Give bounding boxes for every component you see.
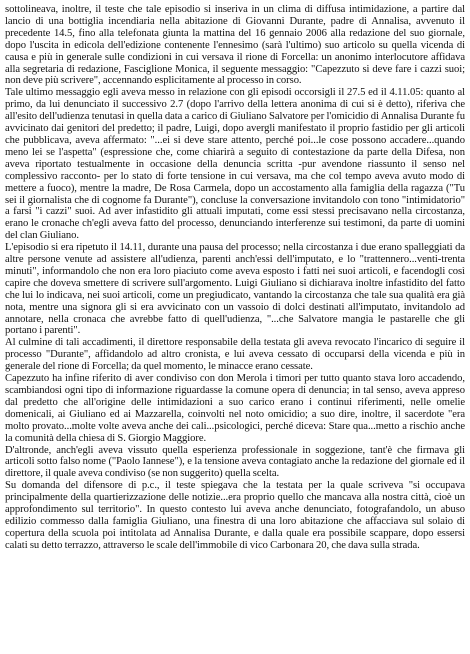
paragraph-6: D'altronde, anch'egli aveva vissuto quella esperienza professionale in soggezione, tant'è che firmava gli articoli sotto falso nome ("Paolo Iannese"), e la tensione aveva contagiato anche la redazione del giornale ed il direttore, il quale aveva condiviso (se non suggerito) quella scelta. <box>5 444 465 480</box>
paragraph-3: L'episodio si era ripetuto il 14.11, durante una pausa del processo; nella circostanza i due erano spalleggiati da altre persone venute ad assistere all'udienza, parenti anch'essi dell'imputato, e lo "trattennero...venti-trenta minuti", informandolo che non era loro piaciuto come aveva esposto i fatti nei suoi articoli, e facendogli così capire che doveva smettere di scrivere sull'argomento. Luigi Giuliano si dichiarava inoltre infastidito del fatto che lui lo indicava, nei suoi articoli, come un pregiudicato, vantando la circostanza che tale sua qualità era già nota, mentre una signora gli si era avvicinato con un vassoio di dolci destinati all'imputato, invitandolo ad annotare, nella cronaca che avrebbe fatto di quell'udienza, "...che Salvatore mangia le pastarelle che gli portano i parenti". <box>5 242 465 337</box>
paragraph-1: sottolineava, inoltre, il teste che tale episodio si inseriva in un clima di diffusa intimidazione, a partire dal lancio di una bottiglia incendiaria nella abitazione di Giovanni Durante, padre di Annalisa, avvenuto il precedente 14.5, fino alla telefonata giunta la mattina del 16 gennaio 2006 alla redazione del suo giornale, dopo l'uscita in edicola dell'edizione contenente l'ennesimo (sarà l'ultimo) suo articolo su quella vicenda di causa e più in generale sulle condizioni in cui versava il rione di Forcella: un anonimo interlocutore affidava alla segretaria di redazione, Fasciglione Monica, il seguente messaggio: "Capezzuto si deve fare i cazzi suoi; non deve più scrivere", accennando esplicitamente al processo in corso. <box>5 4 465 87</box>
paragraph-7: Su domanda del difensore di p.c., il teste spiegava che la testata per la quale scriveva "si occupava principalmente della quartierizzazione delle notizie...era proprio quello che mancava alla nostra città, cioè un approfondimento sul territorio". In questo contesto lui aveva anche denunciato, fotografandolo, un abuso edilizio commesso dalla famiglia Giuliano, una finestra di una loro abitazione che affacciava sul solaio di copertura della scuola poi intitolata ad Annalisa Durante, e dalla quale era possibile scappare, dopo essersi calati su detto terrazzo, attraverso le scale dell'immobile di vico Carbonara 20, che dava sulla strada. <box>5 480 465 551</box>
paragraph-4: Al culmine di tali accadimenti, il direttore responsabile della testata gli aveva revocato l'incarico di seguire il processo "Durante", affidandolo ad altro cronista, e lui aveva cessato di occuparsi della vicenda e più in generale del rione di Forcella; da quel momento, le minacce erano cessate. <box>5 337 465 373</box>
paragraph-5: Capezzuto ha infine riferito di aver condiviso con don Merola i timori per tutto quanto stava loro accadendo, scambiandosi ogni tipo di informazione riguardasse la comune opera di denuncia; in tal senso, aveva appreso dal predetto che all'origine delle intimidazioni a suo carico erano i continui riferimenti, nelle omelie domenicali, ai Giuliano ed ai Mazzarella, coinvolti nel noto omicidio; a suo dire, inoltre, il sacerdote "era molto provato...molte volte aveva anche dei cali...psicologici, perché diceva: Stare qua...metto a rischio anche la comunità della chiesa di S. Giorgio Maggiore. <box>5 373 465 444</box>
paragraph-2: Tale ultimo messaggio egli aveva messo in relazione con gli episodi occorsigli il 27.5 ed il 4.11.05: quanto al primo, da lui denunciato il successivo 2.7 (dopo l'arrivo della lettera anonima di cui si è detto), riferiva che all'esito dell'udienza tenutasi in quella data a carico di Giuliano Salvatore per l'omicidio di Annalisa Durante fu avvicinato dai genitori del predetto; il padre, Luigi, dopo avergli manifestato il proprio fastidio per gli articoli che pubblicava, aveva affermato: "...ei si deve stare attento, perché poi...le cose possono accadere...quando meno lei se l'aspetta" (espressione che, come chiarirà a seguito di contestazione da parte della Difesa, non aveva riportato testualmente in occasione della denuncia scritta -pur avendone riassunto il senso nel complessivo racconto- per lo stato di forte tensione in cui versava, ma che col tempo aveva avuto modo di mettere a fuoco), mentre la madre, De Rosa Carmela, dopo un accostamento alla famiglia della ragazza ("Tu sei il giornalista che di cognome fa Durante"), concluse la conversazione invitandolo con tono "intimidatorio" a farsi "i cazzi" suoi. Ad aver infastidito gli attuali imputati, come essi stessi precisavano nella circostanza, erano le cronache ch'egli aveva fatto del processo, denunciando interferenze sui testimoni, da parte di uomini del clan Giuliano. <box>5 87 465 242</box>
